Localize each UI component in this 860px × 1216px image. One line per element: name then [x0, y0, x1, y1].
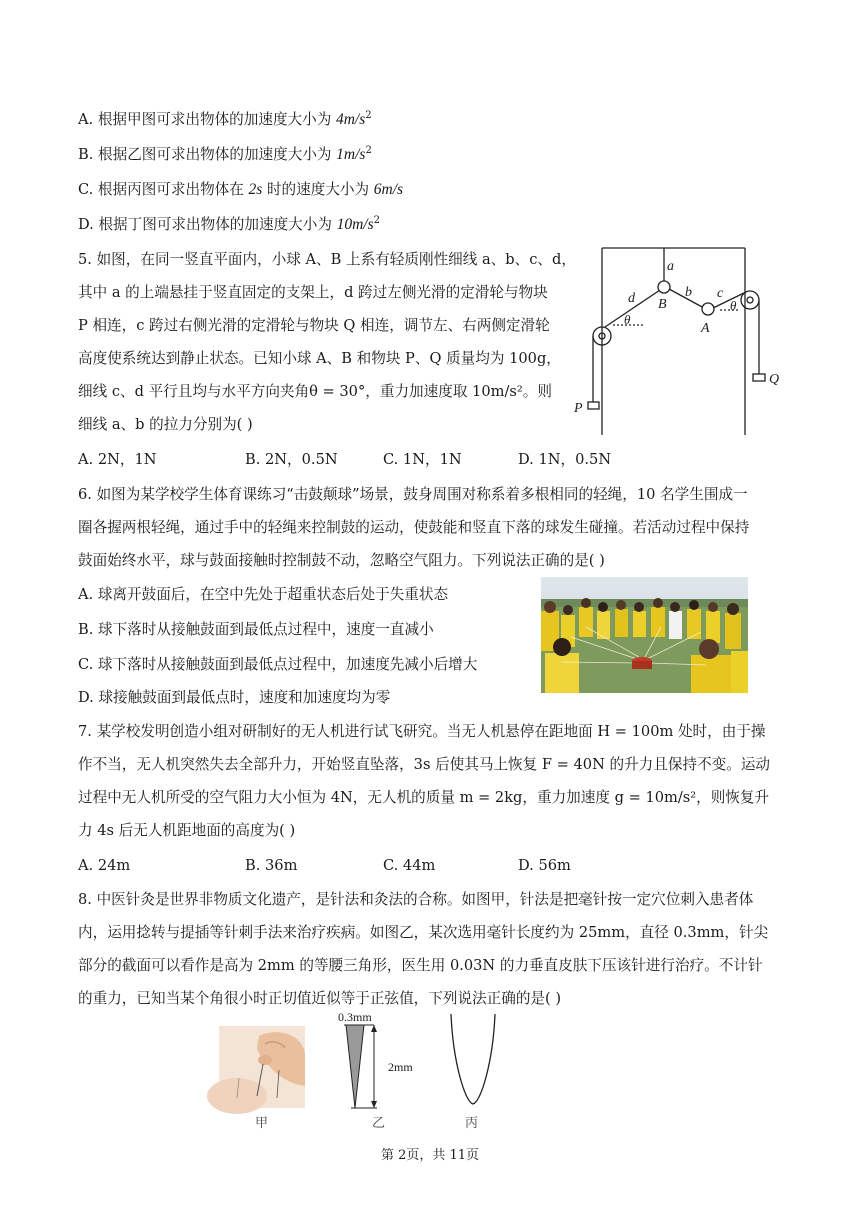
q7-option-c: C. 44m [383, 857, 436, 874]
label-2mm: 2mm [388, 1060, 413, 1074]
q7-option-a: A. 24m [78, 857, 131, 874]
q7-stem-line-3: 过程中无人机所受的空气阻力大小恒为 4N，无人机的质量 m = 2kg，重力加速度 g = 10m/s²，则恢复升 [78, 789, 770, 806]
q5-stem-line-6: 细线 a、b 的拉力分别为( ) [78, 416, 253, 433]
q5-option-b: B. 2N，0.5N [245, 451, 338, 468]
q6-stem-line-3: 鼓面始终水平，球与鼓面接触时控制鼓不动，忽略空气阻力。下列说法正确的是( ) [78, 552, 605, 569]
q5-stem-line-5: 细线 c、d 平行且均与水平方向夹角θ = 30°，重力加速度取 10m/s²。则 [78, 383, 552, 400]
label-theta-left: θ [624, 312, 631, 327]
q8-stem-line-2: 内，运用捻转与提插等针刺手法来治疗疾病。如图乙，某次选用毫针长度约为 25mm，直径 0.3mm，针尖 [78, 924, 769, 941]
q6-stem-line-1: 6. 如图为某学校学生体育课练习“击鼓颠球”场景，鼓身周围对称系着多根相同的轻绳，10 名学生围成一 [78, 486, 748, 503]
page-footer: 第 2页，共 11页 [380, 1148, 480, 1163]
q5-stem-line-1: 5. 如图，在同一竖直平面内，小球 A、B 上系有轻质刚性细线 a、b、c、d， [78, 251, 576, 268]
label-a: a [667, 259, 674, 274]
q7-stem-line-1: 7. 某学校发明创造小组对研制好的无人机进行试飞研究。当无人机悬停在距地面 H = 100m 处时，由于操 [78, 723, 766, 740]
label-Q: Q [769, 372, 780, 387]
caption-yi: 乙 [372, 1116, 386, 1131]
label-c: c [717, 286, 724, 301]
q6-option-c: C. 球下落时从接触鼓面到最低点过程中，加速度先减小后增大 [78, 656, 478, 673]
q6-option-d: D. 球接触鼓面到最低点时，速度和加速度均为零 [78, 689, 391, 706]
label-b: b [685, 285, 692, 300]
q6-option-a: A. 球离开鼓面后，在空中先处于超重状态后处于失重状态 [78, 586, 449, 603]
q4-option-c: C. 根据丙图可求出物体在 2s 时的速度大小为 6m/s [78, 181, 404, 198]
q4-option-d: D. 根据丁图可求出物体的加速度大小为 $10m/s^2$ [78, 215, 381, 233]
q6-stem-line-2: 圈各握两根轻绳，通过手中的轻绳来控制鼓的运动，使鼓能和竖直下落的球发生碰撞。若活动过程中保持 [78, 519, 750, 536]
label-A: A [701, 321, 710, 336]
label-P: P [574, 401, 583, 416]
q5-option-d: D. 1N，0.5N [518, 451, 612, 468]
label-theta-right: θ [730, 298, 737, 313]
q7-option-d: D. 56m [518, 857, 571, 874]
label-d: d [628, 291, 635, 306]
q5-option-a: A. 2N，1N [78, 451, 157, 468]
q8-stem-line-4: 的重力，已知当某个角很小时正切值近似等于正弦值，下列说法正确的是( ) [78, 990, 562, 1007]
q7-stem-line-4: 力 4s 后无人机距地面的高度为( ) [78, 822, 296, 839]
q4-option-b: B. 根据乙图可求出物体的加速度大小为 $1m/s^2$ [78, 145, 372, 163]
q4-option-a: A. 根据甲图可求出物体的加速度大小为 $4m/s^2$ [78, 110, 372, 128]
q7-option-b: B. 36m [245, 857, 298, 874]
q5-option-c: C. 1N，1N [383, 451, 462, 468]
q5-stem-line-2: 其中 a 的上端悬挂于竖直固定的支架上，d 跨过左侧光滑的定滑轮与物块 [78, 284, 548, 301]
drum-activity-photo [541, 577, 748, 693]
q8-stem-line-1: 8. 中医针灸是世界非物质文化遗产，是针法和灸法的合称。如图甲，针法是把毫针按一定穴位刺入患者体 [78, 891, 754, 908]
acupuncture-photo [219, 1026, 305, 1108]
label-0-3mm: 0.3mm [338, 1010, 372, 1024]
ball-a [702, 303, 714, 315]
q5-stem-line-3: P 相连，c 跨过右侧光滑的定滑轮与物块 Q 相连，调节左、右两侧定滑轮 [78, 317, 550, 334]
caption-jia: 甲 [255, 1116, 269, 1131]
q6-option-b: B. 球下落时从接触鼓面到最低点过程中，速度一直减小 [78, 621, 434, 638]
ball-b [658, 281, 670, 293]
needle-shape-curve [445, 1012, 501, 1108]
q7-stem-line-2: 作不当，无人机突然失去全部升力，开始竖直坠落，3s 后使其马上恢复 F = 40N 的升力且保持不变。运动 [78, 756, 771, 773]
needle-tip-diagram [334, 1008, 424, 1112]
q5-stem-line-4: 高度使系统达到静止状态。已知小球 A、B 和物块 P、Q 质量均为 100g， [78, 350, 561, 367]
caption-bing: 丙 [465, 1116, 479, 1131]
label-B: B [658, 297, 667, 312]
q5-pulley-diagram [574, 240, 790, 440]
q8-stem-line-3: 部分的截面可以看作是高为 2mm 的等腰三角形，医生用 0.03N 的力垂直皮肤下压该针进行治疗。不计针 [78, 957, 763, 974]
